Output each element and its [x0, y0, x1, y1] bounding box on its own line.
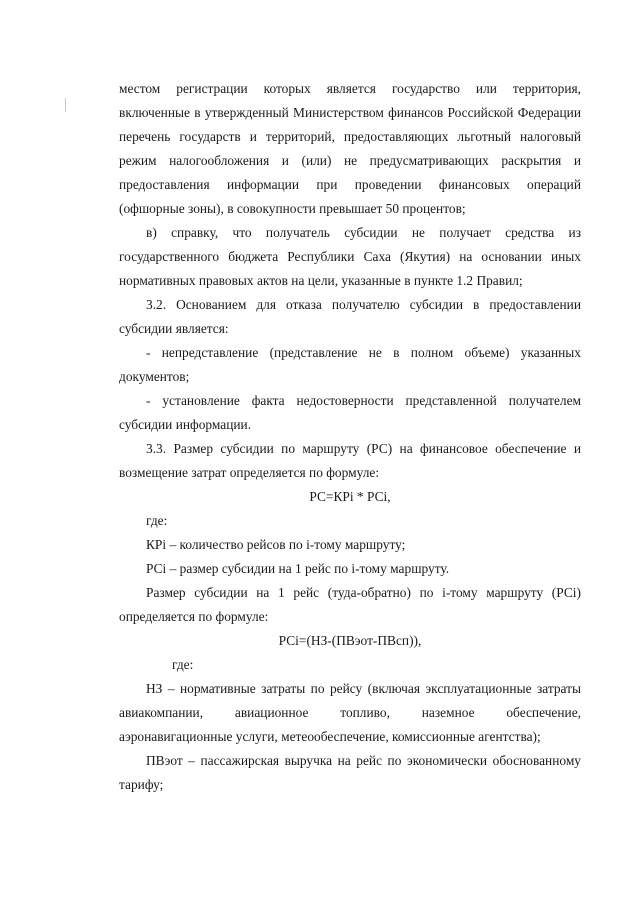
text-line: возмещение затрат определяется по формуле: — [119, 465, 380, 480]
text-line: определяется по формуле: — [119, 609, 269, 624]
text-line: где: — [146, 513, 168, 528]
text-line: 3.3. Размер субсидии по маршруту (РС) на финансовое обеспечение и — [146, 441, 581, 456]
text-line: РСi – размер субсидии на 1 рейс по i-тому маршруту. — [146, 561, 450, 576]
text-line: предоставления информации при проведении финансовых операций — [119, 177, 581, 192]
text-line: (офшорные зоны), в совокупности превышает 50 процентов; — [119, 201, 466, 216]
formula: РС=КРi * РСi, — [309, 489, 391, 504]
text-line: субсидии является: — [119, 321, 229, 336]
text-line: включенные в утвержденный Министерством финансов Российской Федерации — [119, 105, 581, 120]
text-line: - непредставление (представление не в полном объеме) указанных — [146, 345, 581, 360]
text-line: КРi – количество рейсов по i-тому маршруту; — [146, 537, 406, 552]
text-line: документов; — [119, 369, 190, 384]
text-line: где: — [172, 657, 194, 672]
text-line: в) справку, что получатель субсидии не получает средства из — [146, 225, 581, 240]
text-line: Размер субсидии на 1 рейс (туда-обратно) по i-тому маршруту (РСi) — [146, 585, 581, 600]
text-line: режим налогообложения и (или) не предусматривающих раскрытия и — [119, 153, 581, 168]
text-line: авиакомпании, авиационное топливо, наземное обеспечение, — [119, 705, 581, 720]
formula: РСi=(НЗ-(ПВэот-ПВсп)), — [278, 633, 422, 648]
text-line: государственного бюджета Республики Саха (Якутия) на основании иных — [119, 249, 581, 264]
text-line: аэронавигационные услуги, метеообеспечение, комиссионные агентства); — [119, 729, 541, 744]
text-line: перечень государств и территорий, предоставляющих льготный налоговый — [119, 129, 581, 144]
text-line: 3.2. Основанием для отказа получателю субсидии в предоставлении — [146, 297, 581, 312]
text-line: местом регистрации которых является государство или территория, — [119, 81, 581, 96]
text-line: тарифу; — [119, 777, 164, 792]
text-line: субсидии информации. — [119, 417, 252, 432]
text-line: НЗ – нормативные затраты по рейсу (включая эксплуатационные затраты — [146, 681, 581, 696]
text-line: - установление факта недостоверности представленной получателем — [146, 393, 581, 408]
text-line: ПВэот – пассажирская выручка на рейс по экономически обоснованному — [146, 753, 581, 768]
scan-margin-mark — [65, 98, 66, 112]
text-line: нормативных правовых актов на цели, указанные в пункте 1.2 Правил; — [119, 273, 523, 288]
